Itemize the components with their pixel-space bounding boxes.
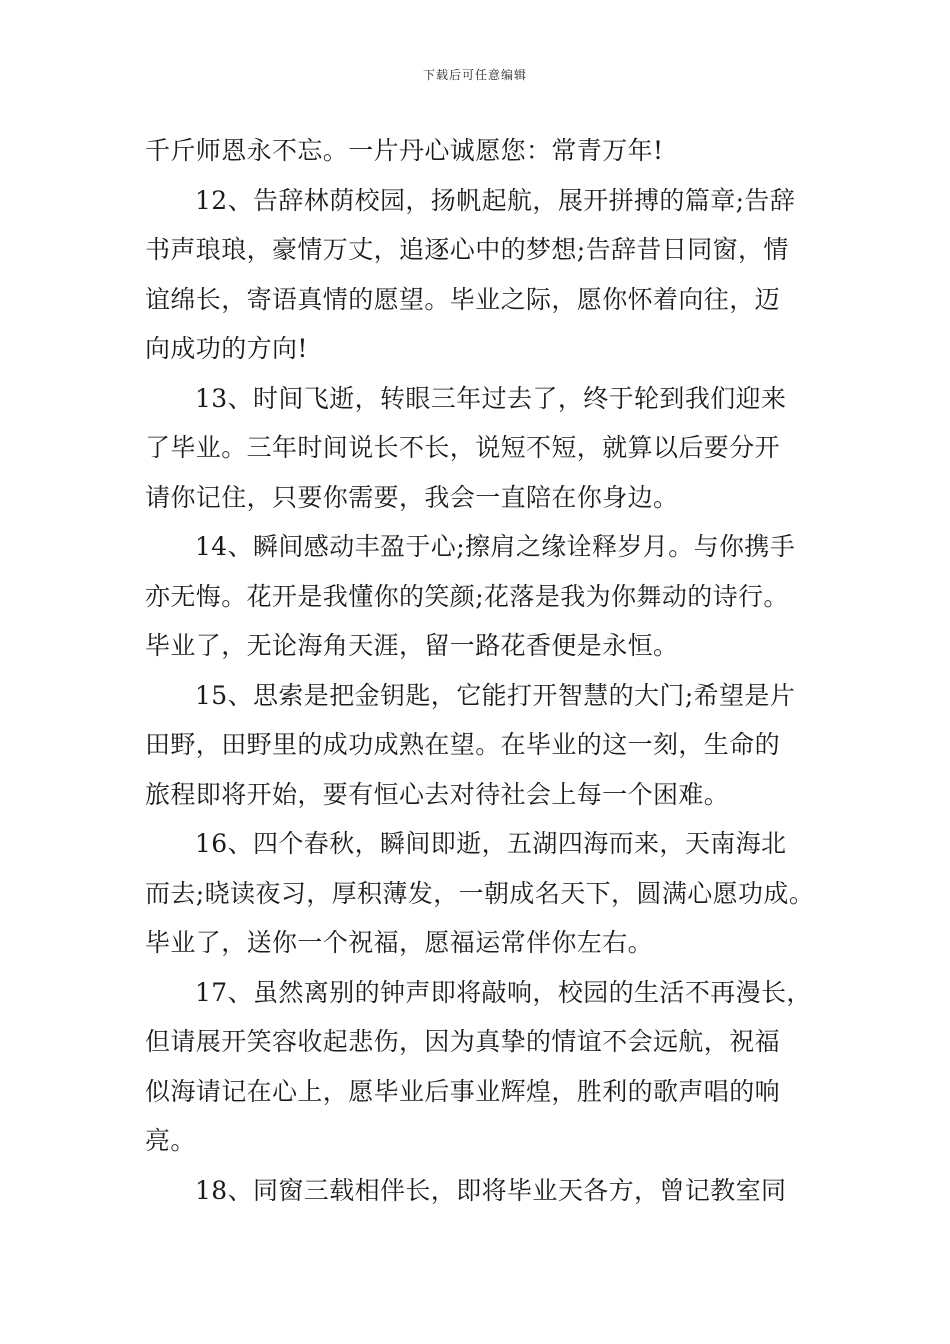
text-line: 亦无悔。花开是我懂你的笑颜;花落是我为你舞动的诗行。 — [145, 581, 789, 611]
paragraph-16-line: 16、四个春秋，瞬间即逝，五湖四海而来，天南海北 — [195, 829, 787, 858]
text-line: 向成功的方向! — [145, 334, 308, 363]
paragraph-15-line: 15、思索是把金钥匙，它能打开智慧的大门;希望是片 — [195, 680, 796, 710]
text-line: 毕业了，送你一个祝福，愿福运常伴你左右。 — [145, 928, 654, 957]
document-body — [145, 126, 815, 1215]
text-line: 亮。 — [145, 1126, 196, 1155]
paragraph-18-line: 18、同窗三载相伴长，即将毕业天各方，曾记教室同 — [195, 1175, 787, 1205]
text-line: 但请展开笑容收起悲伤，因为真挚的情谊不会远航，祝福 — [145, 1027, 781, 1056]
text-line: 请你记住，只要你需要，我会一直陪在你身边。 — [145, 482, 679, 512]
text-line: 千斤师恩永不忘。一片丹心诚愿您：常青万年! — [145, 136, 664, 165]
paragraph-12-line: 12、告辞林荫校园，扬帆起航，展开拼搏的篇章;告辞 — [195, 185, 796, 215]
paragraph-13-line: 13、时间飞逝，转眼三年过去了，终于轮到我们迎来 — [195, 383, 787, 413]
text-line: 毕业了，无论海角天涯，留一路花香便是永恒。 — [145, 631, 679, 660]
text-line: 似海请记在心上，愿毕业后事业辉煌，胜利的歌声唱的响 — [145, 1076, 781, 1106]
text-line: 书声琅琅，豪情万丈，追逐心中的梦想;告辞昔日同窗，情 — [145, 235, 789, 264]
text-line: 田野，田野里的成功成熟在望。在毕业的这一刻，生命的 — [145, 730, 781, 759]
page-header: 下载后可任意编辑 — [422, 68, 527, 82]
text-line: 了毕业。三年时间说长不长，说短不短，就算以后要分开 — [145, 433, 781, 462]
paragraph-14-line: 14、瞬间感动丰盈于心;擦肩之缘诠释岁月。与你携手 — [195, 532, 796, 561]
text-line: 而去;晓读夜习，厚积薄发，一朝成名天下，圆满心愿功成。 — [145, 878, 815, 908]
paragraph-17-line: 17、虽然离别的钟声即将敲响，校园的生活不再漫长， — [195, 977, 812, 1007]
text-line: 旅程即将开始，要有恒心去对待社会上每一个困难。 — [145, 779, 730, 809]
text-line: 谊绵长，寄语真情的愿望。毕业之际，愿你怀着向往，迈 — [145, 284, 781, 314]
